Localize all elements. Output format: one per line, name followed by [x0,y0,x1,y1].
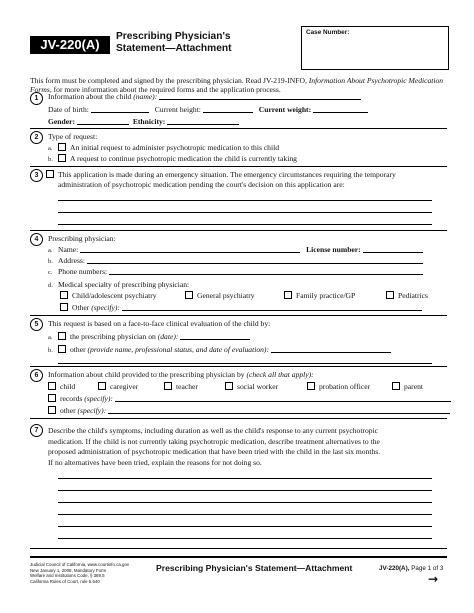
child-name-label: (name): [133,92,158,101]
emergency-write-line[interactable] [58,200,432,201]
other-specialty-field[interactable] [122,303,422,311]
other-evaluator-italic: (provide name, professional status, and date of evaluation): [87,345,269,354]
footer-line-3: Welfare and Institutions Code, § 369.5 [30,573,105,579]
section-7-number: 7 [30,424,43,437]
other-specify-label: (specify): [91,303,120,312]
specialty-opt-2 [185,291,255,300]
child-source-label: child [60,382,76,391]
footer-line-4: California Rules of Court, rule 5.640 [30,578,100,584]
symptoms-instructions [48,426,448,468]
form-id-badge: JV-220(A) [30,36,110,54]
child-psychiatry-checkbox[interactable] [60,291,68,299]
specialty-opt-3 [284,291,355,300]
other-source-checkbox[interactable] [48,406,56,414]
physician-name-field[interactable] [80,245,300,253]
child-name-field[interactable] [159,92,361,100]
license-label: License number: [306,245,361,254]
footer-title: Prescribing Physician's Statement—Attachment [156,563,353,573]
general-psychiatry-checkbox[interactable] [185,291,193,299]
intro-part2: for more information about the required forms and the application process. [51,85,281,95]
intro-part1: This form must be completed and signed by the prescribing physician. Read JV-219-INFO, [30,76,309,85]
records-checkbox[interactable] [48,394,56,402]
option-b-letter: b. [48,156,53,163]
evaluation-label: This request is based on a face-to-face clinical evaluation of the child by: [48,319,271,328]
parent-label: parent [404,382,423,391]
footer-form-id: JV-220(A), [379,565,410,572]
address-field[interactable] [87,256,423,264]
child-source-checkbox[interactable] [48,382,56,390]
dob-field[interactable] [91,105,149,113]
weight-label: Current weight: [258,105,312,114]
divider [30,128,447,129]
records-label: records [60,394,85,403]
source-opt-parent [392,382,423,391]
eval-a-letter: a. [48,334,53,341]
family-practice-label: Family practice/GP [296,291,356,300]
eval-date-field[interactable] [180,332,250,340]
footer-rule [30,556,447,558]
other-specialty-label: Other [72,303,92,312]
prescribing-physician-text: the prescribing physician on [70,332,158,341]
evaluator-write-line[interactable] [58,363,432,364]
specialty-opt-1 [60,291,157,300]
footer-line-2: New January 1, 2008, Mandatory Form [30,567,107,573]
height-field[interactable] [203,105,253,113]
symptoms-write-line[interactable] [58,490,432,491]
license-field[interactable] [363,245,423,253]
symptoms-line-3: proposed administration of psychotropic medication that have been tried with the child in the last six months. [48,447,381,457]
caregiver-checkbox[interactable] [98,382,106,390]
section-5-number: 5 [30,318,43,331]
emergency-text-line2: administration of psychotropic medication pending the court's decision on this application are: [58,180,345,189]
evaluation-option-a [48,332,250,342]
probation-officer-checkbox[interactable] [307,382,315,390]
parent-checkbox[interactable] [392,382,400,390]
specialty-other-row [60,303,422,312]
eval-b-letter: b. [48,347,53,354]
form-title-line2: Statement—Attachment [116,42,232,54]
symptoms-write-line[interactable] [58,478,432,479]
physician-d-letter: d. [48,282,53,289]
emergency-write-line[interactable] [58,224,432,225]
records-field[interactable] [115,394,451,402]
probation-officer-label: probation officer [319,382,371,391]
eval-date-label: (date): [157,332,179,341]
physician-address-row [48,256,423,266]
source-opt-teacher [164,382,198,391]
continue-request-text: A request to continue psychotropic medication the child is currently taking [70,154,297,163]
ethnicity-field[interactable] [167,117,239,125]
emergency-row [46,170,396,179]
divider [30,366,447,367]
intro-italic: Information About Psychotropic Medication Forms, [30,76,444,95]
source-opt-child [48,382,75,391]
address-label: Address: [58,256,85,265]
form-title [116,31,231,54]
section-6-number: 6 [30,369,43,382]
physician-name-row [48,245,423,255]
gender-ethnicity-row [48,117,239,126]
divider [30,315,447,316]
general-psychiatry-label: General psychiatry [197,291,255,300]
other-source-specify-label: (specify): [77,406,107,415]
section-4-number: 4 [30,233,43,246]
weight-field[interactable] [313,105,368,113]
case-number-box[interactable] [301,26,449,70]
physician-a-letter: a. [48,247,53,254]
initial-request-checkbox[interactable] [58,143,66,151]
physician-b-letter: b. [48,258,53,265]
other-specialty-checkbox[interactable] [60,303,68,311]
dob-label: Date of birth: [48,105,89,114]
evaluation-option-b [48,345,391,355]
request-type-label: Type of request: [48,132,98,141]
child-psychiatry-label: Child/adolescent psychiatry [72,291,157,300]
specialty-label: Medical specialty of prescribing physician: [58,280,190,289]
social-worker-label: social worker [237,382,279,391]
section-2-number: 2 [30,131,43,144]
info-provided-italic: (check all that apply): [246,370,314,379]
family-practice-checkbox[interactable] [284,291,292,299]
pediatrics-label: Pediatrics [398,291,428,300]
gender-field[interactable] [77,117,129,125]
symptoms-write-line[interactable] [58,526,432,527]
symptoms-write-line[interactable] [58,502,432,503]
form-title-line1: Prescribing Physician's [116,31,231,42]
emergency-checkbox[interactable] [46,170,54,178]
symptoms-write-line[interactable] [58,514,432,515]
symptoms-line-2: medication. If the child is not currently taking psychotropic medication, describe treatment alternatives to the [48,436,380,446]
other-evaluator-checkbox[interactable] [58,345,66,353]
prescribing-physician-checkbox[interactable] [58,332,66,340]
child-info-text: Information about the child [48,92,134,101]
divider [30,418,447,419]
divider [30,230,447,231]
specialty-row [48,280,189,290]
request-option-b [48,154,297,164]
physician-name-label: Name: [58,245,79,254]
child-dob-row [48,105,368,114]
emergency-write-line[interactable] [58,212,432,213]
divider [30,548,447,549]
phone-field[interactable] [109,267,423,275]
physician-c-letter: c. [48,269,53,276]
teacher-label: teacher [176,382,198,391]
physician-label: Prescribing physician: [48,234,116,243]
child-info-label [48,92,361,101]
footer-left [30,562,129,584]
footer-line-1: Judicial Council of California, www.courtinfo.ca.gov [30,562,130,567]
caregiver-label: caregiver [110,382,139,391]
continue-request-checkbox[interactable] [58,154,66,162]
divider [30,166,447,167]
symptoms-line-1: Describe the child's symptoms, including duration as well as the child's response to any current psychotropic [48,426,379,435]
next-page-arrow-icon[interactable]: → [428,572,439,586]
social-worker-checkbox[interactable] [225,382,233,390]
phone-label: Phone numbers: [58,267,108,276]
source-opt-caregiver [98,382,138,391]
other-source-row [48,406,450,415]
info-provided-label [48,370,314,379]
other-source-field[interactable] [108,406,450,414]
physician-phone-row [48,267,423,277]
other-evaluator-field[interactable] [271,345,391,353]
footer-page: Page 1 of 3 [411,565,444,572]
option-a-letter: a. [48,145,53,152]
records-specify-label: (specify): [84,394,113,403]
pediatrics-checkbox[interactable] [386,291,394,299]
case-number-label: Case Number: [306,29,350,36]
request-option-a [48,143,279,153]
symptoms-write-line[interactable] [58,538,432,539]
records-row [48,394,451,403]
gender-label: Gender: [48,117,75,126]
other-source-label: other [60,406,78,415]
section-1-number: 1 [30,92,43,105]
specialty-opt-4 [386,291,428,300]
section-3-number: 3 [30,169,43,182]
source-opt-probation [307,382,370,391]
source-opt-social-worker [225,382,278,391]
info-provided-text: Information about child provided to the prescribing physician by [48,370,247,379]
initial-request-text: An initial request to administer psychotropic medication to this child [70,143,279,152]
emergency-text-line1: This application is made during an emergency situation. The emergency circumstances requiring the temporary [58,170,396,179]
other-evaluator-text: other [70,345,88,354]
height-label: Current height: [154,105,201,114]
symptoms-line-4: If no alternatives have been tried, explain the reasons for not doing so. [48,457,262,467]
teacher-checkbox[interactable] [164,382,172,390]
ethnicity-label: Ethnicity: [132,117,166,126]
